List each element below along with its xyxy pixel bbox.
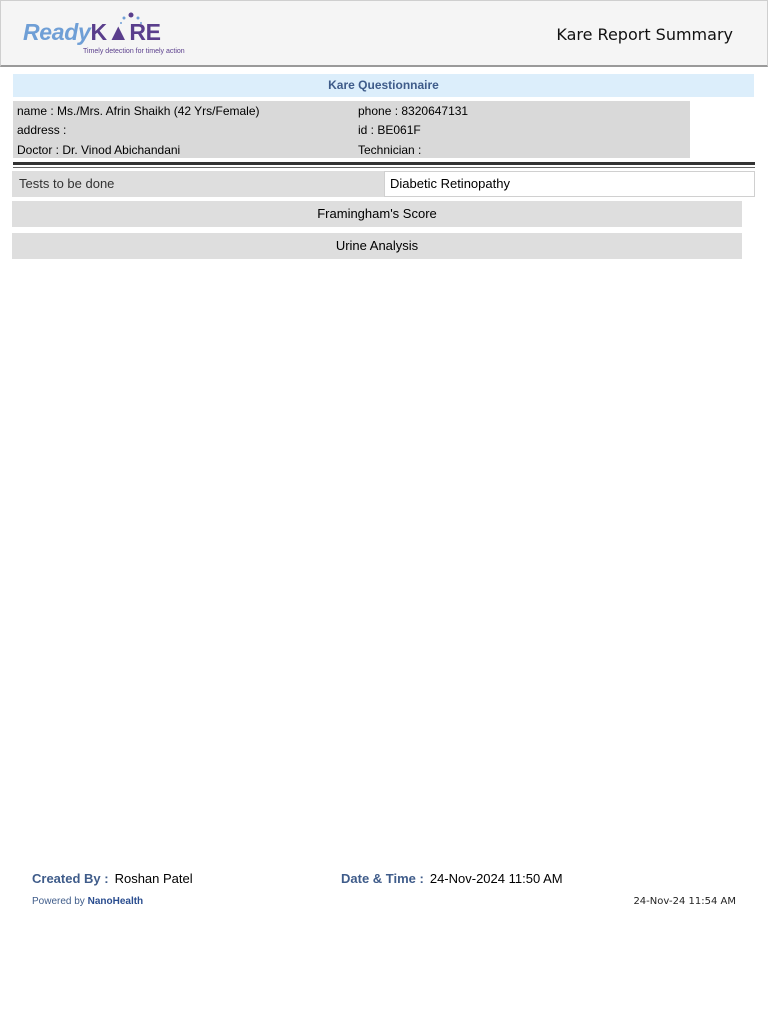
logo-tagline: Timely detection for timely action	[83, 48, 185, 55]
date-time-value: 24-Nov-2024 11:50 AM	[429, 871, 563, 886]
report-header	[0, 0, 768, 67]
powered-by-brand: NanoHealth	[87, 896, 144, 907]
powered-by-prefix: Powered by	[32, 896, 85, 907]
patient-info-grid	[13, 101, 690, 158]
created-by	[32, 871, 193, 886]
tests-label: Tests to be done	[12, 171, 384, 197]
created-by-value: Roshan Patel	[114, 871, 193, 886]
tests-value: Diabetic Retinopathy	[384, 171, 755, 197]
patient-name: name : Ms./Mrs. Afrin Shaikh (42 Yrs/Female)	[17, 104, 260, 118]
patient-phone: phone : 8320647131	[358, 104, 469, 118]
print-timestamp: 24-Nov-24 11:54 AM	[633, 896, 736, 907]
test-item-urine-analysis: Urine Analysis	[12, 233, 742, 259]
section-divider-thin	[13, 167, 755, 168]
powered-by	[32, 896, 143, 907]
test-item-framingham: Framingham's Score	[12, 201, 742, 227]
patient-id: id : BE061F	[358, 123, 421, 137]
section-divider	[13, 162, 755, 165]
questionnaire-title: Kare Questionnaire	[13, 74, 754, 97]
patient-address: address :	[17, 123, 67, 137]
logo-wordmark: ReadyK▲RE	[23, 19, 161, 45]
doctor-name: Doctor : Dr. Vinod Abichandani	[17, 143, 181, 157]
date-time	[341, 871, 563, 886]
technician-name: Technician :	[358, 143, 422, 157]
date-time-label: Date & Time :	[341, 871, 424, 886]
readykare-logo	[23, 11, 183, 59]
created-by-label: Created By :	[32, 871, 109, 886]
report-title: Kare Report Summary	[556, 25, 733, 44]
